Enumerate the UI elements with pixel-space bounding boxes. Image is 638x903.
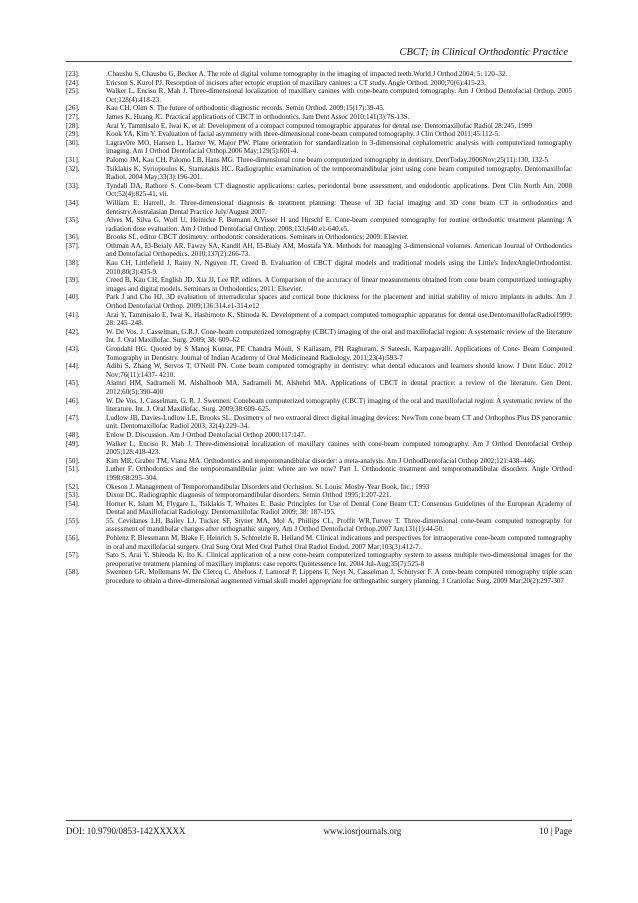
reference-text: Walker L, Enciso R, Mah J. Three-dimensional localization of maxillary canines with cone-beam computed tomography. Am J Orthod Dentofacial Orthop 2005;128:418-423. <box>106 439 572 457</box>
reference-item <box>66 379 572 396</box>
reference-number: [57]. <box>66 551 80 560</box>
reference-item <box>66 483 572 492</box>
reference-text: W. De Vos, J. Casselman, G.R.J. Cone-beam computerized tomography (CBCT) imaging of the oral and maxillofacial region: A systematic review of the literature Int. J. Oral Maxillofac. Surg. 2009; 38: 609–62 <box>106 327 572 345</box>
reference-number: [58]. <box>66 568 80 577</box>
reference-item <box>66 156 572 165</box>
reference-item <box>66 276 572 293</box>
reference-item <box>66 517 572 534</box>
reference-item <box>66 362 572 379</box>
reference-text: Ericson S, Kurol PJ. Resorption of incisors after ectopic eruption of maxillary canines: a CT study. Angle Orthod. 2000;70(6):415-23. <box>106 78 486 87</box>
reference-number: [39]. <box>66 276 80 285</box>
reference-number: [44]. <box>66 362 80 371</box>
reference-text: 55. Cevidanes LH, Bailey LJ, Tucker SF, Styner MA, Mol A, Phillips CL, Proffit WR,Turvey T. Three-dimensional cone-beam computed tomography for assessment of mandibular changes after orthognathic surgery. Am J Orthod Dentofacial Orthop.2007 Jan;131(1):44-50. <box>106 516 572 534</box>
reference-text: Adibi S, Zhang W, Servos T, O'Neill PN. Cone beam computed tomography in dentistry: what dental educators and learners should know. J Dent Educ. 2012 Nov;76(11):1437- 4210. <box>106 362 572 379</box>
footer-divider <box>66 820 572 821</box>
reference-number: [37]. <box>66 241 80 250</box>
reference-number: [52]. <box>66 482 80 491</box>
reference-number: [49]. <box>66 439 80 448</box>
reference-item <box>66 104 572 113</box>
reference-number: [30]. <box>66 138 80 147</box>
page-footer <box>66 826 572 836</box>
reference-number: [50]. <box>66 456 80 465</box>
reference-text: Sato S, Arai Y, Shinoda K, Ito K. Clinical application of a new cone-beam computerized tomography system to assess multiple two-dimensional images for the preoperative treatment planning of maxillary implants: case reports Quintessence Int. 2004 Jul-Aug;35(7):525-8 <box>106 551 572 568</box>
reference-text: Ludlow JB, Davies-Ludlow LE, Brooks SL. Dosimetry of two extraoral direct digital imaging devices: NewTom cone beam CT and Orthophos Plus DS panoramic unit. Dentomaxillofac Radiol 2003; 32(4):229–34. <box>106 413 572 431</box>
reference-item <box>66 500 572 517</box>
reference-text: Lagrav0re MO, Hansen L, Harzer W, Major PW. Plane orientation for standardization in 3-dimensional cephalometric analysis with computerized tomography imaging. Am J Orthod Dentofacial Orthop.2006 May;129(5):601-4. <box>106 138 572 156</box>
reference-number: [48]. <box>66 430 80 439</box>
reference-item <box>66 70 572 79</box>
reference-item <box>66 216 572 233</box>
reference-text: James K, Huang JC. Practical applications of CBCT in orthodontics. Jam Dent Assoc 2010;141(3):7S-13S. <box>106 112 410 121</box>
reference-text: Enlow D. Discussion. Am J Orthod Dentofacial Orthop 2000;117:147. <box>106 430 306 439</box>
reference-number: [26]. <box>66 104 80 113</box>
reference-text: Swennen GR, Mollemans W, De Clercq C, Abeloos J, Lamoral P, Lippens F, Neyt N, Casselman J, Schutyser F. A cone-beam computed tomography triple scan procedure to obtain a three-dimensional augmented virtual skull model appropriate for orthognathic surgery planning. J Craniofac Surg. 2009 Mar;20(2):297-307 <box>106 568 572 586</box>
reference-number: [53]. <box>66 491 80 500</box>
reference-item <box>66 130 572 139</box>
header-divider <box>66 61 572 62</box>
reference-number: [56]. <box>66 534 80 543</box>
reference-text: Kau CH, Olim S. The future of orthodontic diagnostic records. Semin Orthod. 2009;15(17):39-45. <box>106 104 385 113</box>
reference-item <box>66 551 572 568</box>
reference-text: Tsiklakis K, Syriopoulos K, Stamatakis HC. Radiographic examination of the temporomandibular joint using cone beam computed tomography. Dentomaxillofac Radiol. 2004 May;33(3):196-201. <box>106 164 572 182</box>
reference-number: [45]. <box>66 379 80 388</box>
reference-number: [28]. <box>66 121 80 130</box>
reference-item <box>66 457 572 466</box>
reference-item <box>66 534 572 551</box>
reference-item <box>66 199 572 216</box>
reference-item <box>66 345 572 362</box>
reference-number: [47]. <box>66 413 80 422</box>
reference-item <box>66 465 572 482</box>
reference-text: William E. Harrell, Jr. Three-dimensional diagnosis & treatment planning: Theuse of 3D facial imaging and 3D cone beam CT in orthodontics and dentistry.Australasian Dental Practice July/August 2007. <box>106 198 572 216</box>
reference-number: [54]. <box>66 499 80 508</box>
reference-number: [32]. <box>66 164 80 173</box>
reference-item <box>66 122 572 131</box>
footer-page-number: 10 | Page <box>539 826 572 836</box>
reference-item <box>66 87 572 104</box>
reference-text: Kook YA, Kim Y. Evaluation of facial asymmetry with three-dimensional cone-beam computed tomography. J Clin Orthod 2011;45:112-5. <box>106 130 500 139</box>
reference-text: Dixon DC. Radiographic diagnosis of temporomandibular disorders. Semin Orthod 1995;1:207-221. <box>106 491 392 500</box>
reference-item <box>66 431 572 440</box>
reference-item <box>66 242 572 259</box>
journal-header-title: CBCT; in Clinical Orthodontic Practice <box>399 47 568 58</box>
reference-text: Grondahl HG. Quoted by S Manoj Kumar, PE Chandra Mouli, S Kailasam, PH Raghuram, S Sateesh, Karpagavalli. Applications of Cone- Beam Computed Tomography in Dentistry. Journal of Indian Academy of Oral Medicineand Radiology, 2011;23(4):593-7 <box>106 345 572 362</box>
reference-number: [33]. <box>66 181 80 190</box>
reference-item <box>66 397 572 414</box>
reference-item <box>66 79 572 88</box>
reference-item <box>66 165 572 182</box>
reference-item <box>66 139 572 156</box>
footer-website[interactable]: www.iosrjournals.org <box>323 826 402 836</box>
reference-text: Luther F. Orthodontics and the temporomandibular joint: where are we now? Part 1. Orthodontic treatment and temporomandibular disorders. Angle Orthod 1998;68:295–304. <box>106 465 572 482</box>
reference-number: [25]. <box>66 87 80 96</box>
reference-number: [29]. <box>66 130 80 139</box>
reference-text: Alves M, Silva G, Wolf U, Heinicke F, Bumann A,Visser H and Hirschf E. Cone-beam computed tomography for routine orthodontic treatment planning: A radiation dose evaluation. Am J Orthod Dentofacial Orthop. 2008;133:640.e1-640.e5. <box>106 216 572 233</box>
reference-item <box>66 568 572 585</box>
reference-item <box>66 491 572 500</box>
reference-number: [36]. <box>66 233 80 242</box>
reference-number: [34]. <box>66 198 80 207</box>
reference-number: [35]. <box>66 216 80 225</box>
reference-text: Park J and Cho HJ. 3D evaluation of interradicular spaces and cortical bone thickness for the placement and initial stability of micro implants in adults. Am J Orthod Dentofacial Orthop. 2009;136:314.e1-314.e12 <box>106 293 572 311</box>
reference-text: Tyndall DA, Rathore S. Cone-beam CT diagnostic applications: caries, periodontal bone assessment, and endodontic applications. Dent Clin North Am. 2008 Oct;52(4):825-41, vii. <box>106 181 572 199</box>
reference-text: Horner K, Islam M, Flygare L, Tsiklakis T, Whaites E. Basic Principles for Use of Dental Cone Beam CT: Consensus Guidelines of the European Academy of Dental and Maxillofacial Radiology. Dentomaxillofac Radiol 2009; 38: 187-195. <box>106 499 572 517</box>
reference-item <box>66 414 572 431</box>
reference-text: Okeson J. Management of Temporomandibular Disorders and Occlusion. St. Louis: Mosby-Year Book, Inc.; 1993 <box>106 482 430 491</box>
reference-number: [38]. <box>66 259 80 268</box>
reference-number: [23]. <box>66 70 80 78</box>
reference-text: Arai Y, Tammisalo E, Iwai K, Hashimoto K, Shinoda K. Development of a compact computed tomographic apparatus for dental use.DentomaxillofacRadiol1999: 28: 245–248. <box>106 310 572 328</box>
reference-item <box>66 311 572 328</box>
reference-text: Palomo JM, Kau CH, Palomo LB, Hans MG. Three-dimensional cone beam computerized tomography in dentistry. DentToday.2006Nov;25(11):130, 132-5. <box>106 155 550 164</box>
reference-item <box>66 233 572 242</box>
reference-text: Brooks SL, editor CBCT dosimetry: orthodontic considerations. Seminars in Orthodontics; 2009: Elsevier. <box>106 233 409 242</box>
reference-text: W. De Vos, J. Casselman, G. R. J. Swennen: Conebeam computerized tomography (CBCT) imaging of the oral and maxillofacial region: A systematic review of the literature. Int. J. Oral Maxillofac. Surg. 2009;38:609–625. <box>106 396 572 414</box>
reference-text: Creed B, Kau CH, English JD, Xia JJ, Lee RP, editors. A Comparison of the accuracy of linear measurements obtained from cone beam computerized tomography images and digital models. Seminars in Orthodontics; 2011: Elsevier. <box>106 276 572 293</box>
reference-item <box>66 328 572 345</box>
reference-text: Alamri HM, Sadrameli M, Alshalhoob MA, Sadrameli M, Alshehri MA. Applications of CBCT in dental practice: a review of the literature. Gen Dent. 2012;60(5):390-400 <box>106 379 572 396</box>
footer-doi: DOI: 10.9790/0853-142XXXXX <box>66 826 186 836</box>
reference-list <box>66 70 572 586</box>
reference-item <box>66 182 572 199</box>
reference-number: [55]. <box>66 516 80 525</box>
reference-number: [42]. <box>66 327 80 336</box>
reference-item <box>66 440 572 457</box>
reference-number: [27]. <box>66 112 80 121</box>
reference-number: [31]. <box>66 155 80 164</box>
reference-item <box>66 113 572 122</box>
reference-text: Kau CH, Littlefield J, Rainy N, Nguyen JT, Creed B. Evaluation of CBCT digital models and traditional models using the Little's IndexAngleOrthodontist. 2010;80(3):435-9. <box>106 259 572 276</box>
reference-text: Pohlenz P, Blessmann M, Blake F, Heinrich S, Schmelzle R, Heiland M. Clinical indications and perspectives for intraoperative cone-beam computed tomography in oral and maxillofacial surgery. Oral Surg Oral Med Oral Pathol Oral Radiol Endod. 2007 Mar;103(3):412-7. <box>106 534 572 551</box>
reference-text: Arai Y, Tammisalo E, Iwai K, et al: Development of a compact computed tomographic apparatus for dental use. Dentomaxillofac Radiol 28:245, 1999 <box>106 121 533 130</box>
reference-text: Othman AA, El-Beialy AR, Fawzy SA, Kandil AH, El-Bialy AM, Mostafa YA. Methods for managing 3-dimensional volumes. American Journal of Orthodontics and Dentofacial Orthopedics. 2010;137(2):266-73. <box>106 241 572 259</box>
reference-number: [51]. <box>66 465 80 474</box>
reference-text: .Chaushu S, Chaushu G, Becker A. The role of digital volume tomography in the imaging of impacted teeth.World J Orthod 2004; 5: 120–32. <box>106 70 508 78</box>
reference-number: [46]. <box>66 396 80 405</box>
reference-item <box>66 259 572 276</box>
reference-number: [24]. <box>66 78 80 87</box>
reference-number: [40]. <box>66 293 80 302</box>
reference-number: [41]. <box>66 310 80 319</box>
reference-number: [43]. <box>66 345 80 353</box>
reference-text: Kim MR, Graber TM, Viana MA. Orthodontics and temporomandibular disorder: a meta-analysis. Am J OrthodDentofacial Orthop 2002;121:438–446. <box>106 456 536 465</box>
reference-item <box>66 293 572 310</box>
reference-text: Walker L, Enciso R, Mah J. Three-dimensional localization of maxillary canines with cone-beam computed tomography. Am J Orthod Dentofacial Orthop. 2005 Oct;128(4):418-23. <box>106 87 572 104</box>
